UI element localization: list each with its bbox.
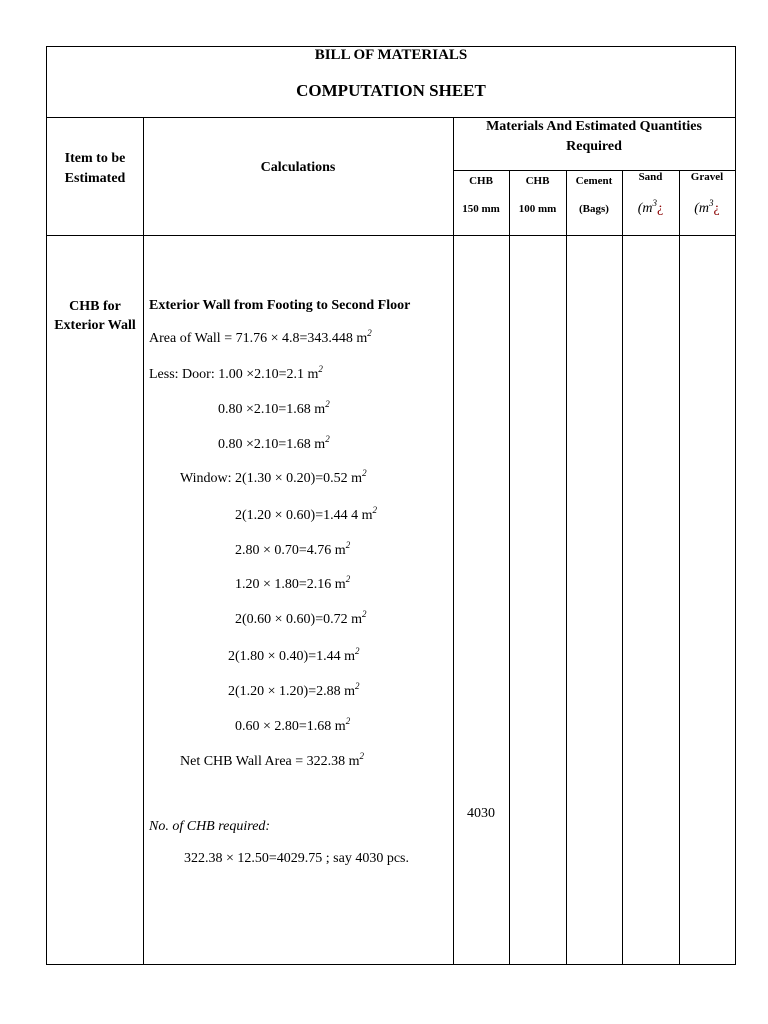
gravel-header-unit: ($m^3¿$ [694, 198, 720, 216]
chb100-column-divider [566, 170, 567, 965]
cement-column-divider [622, 170, 623, 965]
header-bottom-divider [46, 235, 736, 236]
chb-required-label: No. of CHB required: [149, 819, 271, 834]
calc-line-window-4: 1.20 × 1.80=2.16 $m^2$ [235, 574, 351, 592]
sand-column-divider [679, 170, 680, 965]
row-item-label: CHB for Exterior Wall [54, 299, 136, 333]
item-column-divider [143, 117, 144, 965]
chb100-header-line1: CHB [525, 175, 550, 187]
chb150-header-line1: CHB [469, 175, 493, 187]
calc-line-window-7: 2(1.20 × 1.20)=2.88 $m^2$ [228, 681, 360, 699]
calculations-column-header: Calculations [260, 160, 336, 175]
calc-line-window-2: 2(1.20 × 0.60)=1.44 4 $m^2$ [235, 505, 378, 523]
materials-group-header: Materials And Estimated Quantities Required [486, 119, 702, 154]
table-border-right [735, 46, 736, 965]
calc-line-window-8: 0.60 × 2.80=1.68 $m^2$ [235, 716, 351, 734]
table-border-left [46, 46, 47, 965]
chb-required-calc: 322.38 × 12.50=4029.75 ; say 4030 pcs. [184, 851, 410, 866]
calc-line-window-3: 2.80 × 0.70=4.76 $m^2$ [235, 540, 351, 558]
document-subtitle: COMPUTATION SHEET [296, 81, 486, 100]
chb150-column-divider [509, 170, 510, 965]
chb100-header-line2: 100 mm [518, 203, 557, 215]
table-border-bottom [46, 964, 736, 965]
sand-header-unit: ($m^3¿$ [637, 198, 664, 216]
calc-line-door-1: Less: Door: 1.00 ×2.10=2.1 $m^2$ [149, 364, 323, 382]
sand-header-line1: Sand [638, 171, 663, 183]
chb150-header-line2: 150 mm [462, 203, 500, 215]
calc-line-window-1: Window: 2(1.30 × 0.20)=0.52 $m^2$ [180, 468, 367, 486]
gravel-header-line1: Gravel [690, 171, 724, 183]
document-title: BILL OF MATERIALS [314, 47, 468, 63]
chb150-value: 4030 [467, 806, 495, 821]
cement-header-line1: Cement [575, 175, 613, 187]
item-column-header: Item to be Estimated [64, 151, 126, 186]
cement-header-line2: (Bags) [579, 203, 609, 215]
section-title: Exterior Wall from Footing to Second Floor [149, 298, 411, 313]
calc-line-window-5: 2(0.60 × 0.60)=0.72 $m^2$ [235, 609, 367, 627]
calc-line-net-area: Net CHB Wall Area = 322.38 $m^2$ [180, 751, 365, 769]
calc-line-door-3: 0.80 ×2.10=1.68 $m^2$ [218, 434, 330, 452]
calc-line-door-2: 0.80 ×2.10=1.68 $m^2$ [218, 399, 330, 417]
calc-line-area-of-wall: Area of Wall = 71.76 × 4.8=343.448 $m^2$ [149, 328, 372, 346]
calculations-column-divider [453, 117, 454, 965]
calc-line-window-6: 2(1.80 × 0.40)=1.44 $m^2$ [228, 646, 360, 664]
